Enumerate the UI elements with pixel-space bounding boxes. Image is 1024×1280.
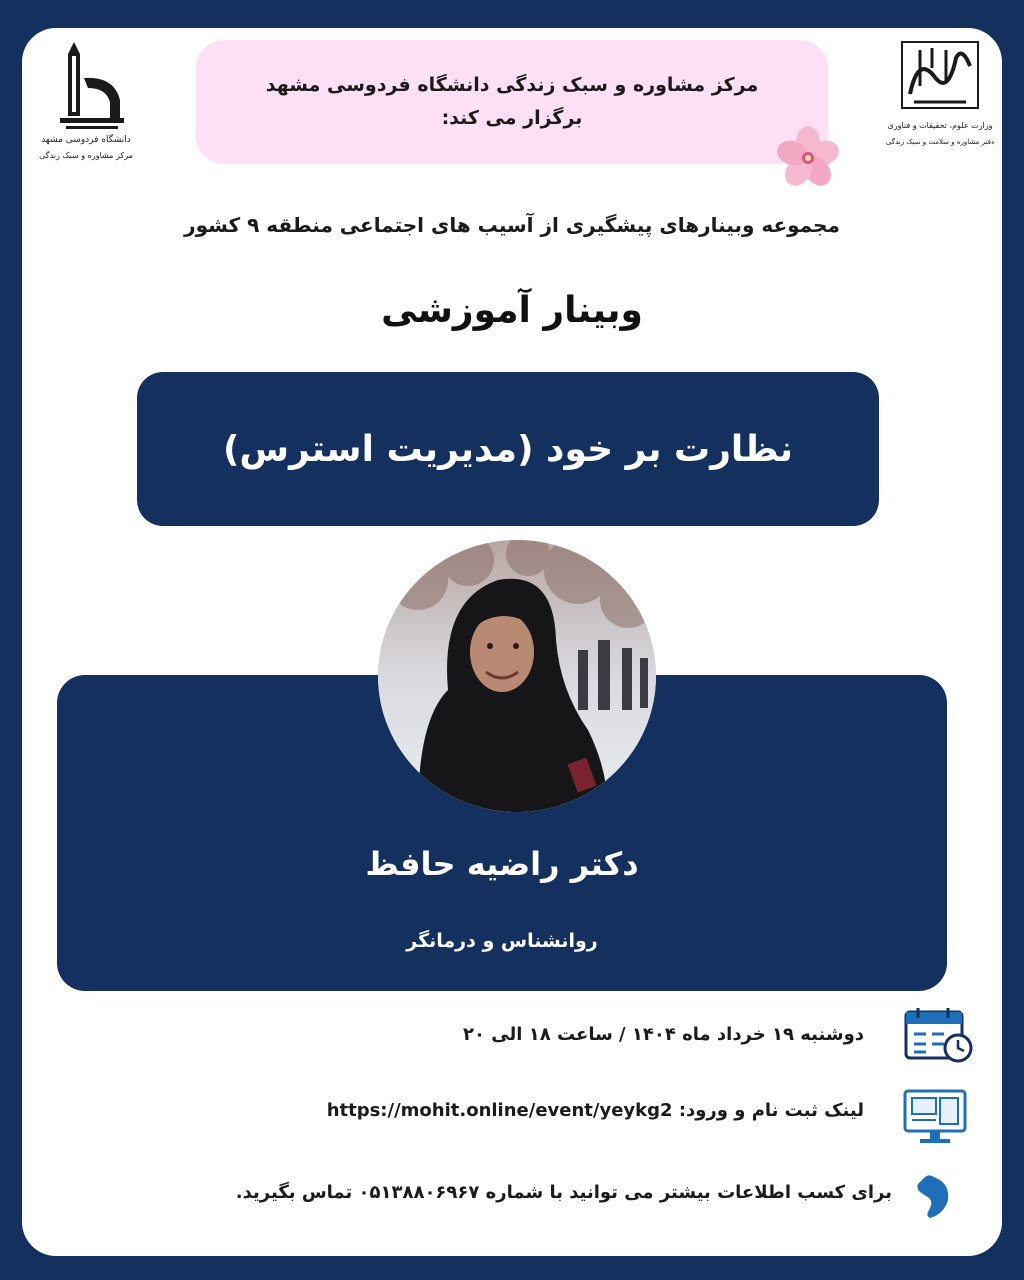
organizer-line-2: برگزار می کند: bbox=[441, 107, 583, 129]
organizer-banner bbox=[196, 40, 828, 164]
computer-screen-icon bbox=[902, 1088, 968, 1148]
event-datetime: دوشنبه ۱۹ خرداد ماه ۱۴۰۴ / ساعت ۱۸ الی ۲۰ bbox=[463, 1024, 864, 1045]
contact-info: برای کسب اطلاعات بیشتر می توانید با شماره ۰۵۱۳۸۸۰۶۹۶۷ تماس بگیرید. bbox=[235, 1182, 892, 1203]
topic-title: نظارت بر خود (مدیریت استرس) bbox=[222, 428, 794, 470]
topic-banner bbox=[137, 372, 879, 526]
cherry-blossom-icon bbox=[772, 124, 844, 190]
left-logo-caption-2: مرکز مشاوره و سبک زندگی bbox=[39, 151, 133, 160]
webinar-type-heading: وبینار آموزشی bbox=[381, 290, 643, 331]
right-logo-caption-2: دفتر مشاوره و سلامت و سبک زندگی bbox=[885, 138, 995, 146]
speaker-name: دکتر راضیه حافظ bbox=[365, 845, 639, 883]
ferdowsi-university-logo bbox=[30, 38, 140, 168]
speaker-role: روانشناس و درمانگر bbox=[406, 930, 598, 952]
ministry-logo bbox=[874, 36, 998, 164]
phone-icon bbox=[914, 1174, 954, 1220]
series-title: مجموعه وبینارهای پیشگیری از آسیب های اجتماعی منطقه ۹ کشور bbox=[184, 213, 840, 237]
calendar-clock-icon bbox=[902, 1006, 978, 1064]
organizer-line-1: مرکز مشاوره و سبک زندگی دانشگاه فردوسی مشهد bbox=[265, 73, 759, 96]
registration-link-row bbox=[327, 1100, 864, 1121]
registration-link-label: لینک ثبت نام و ورود: bbox=[678, 1100, 864, 1121]
registration-link[interactable]: https://mohit.online/event/yeykg2 bbox=[326, 1100, 673, 1121]
right-logo-caption-1: وزارت علوم، تحقیقات و فناوری bbox=[887, 121, 993, 130]
poster-card bbox=[22, 28, 1002, 1256]
left-logo-caption-1: دانشگاه فردوسی مشهد bbox=[41, 135, 131, 145]
speaker-photo bbox=[378, 540, 656, 812]
